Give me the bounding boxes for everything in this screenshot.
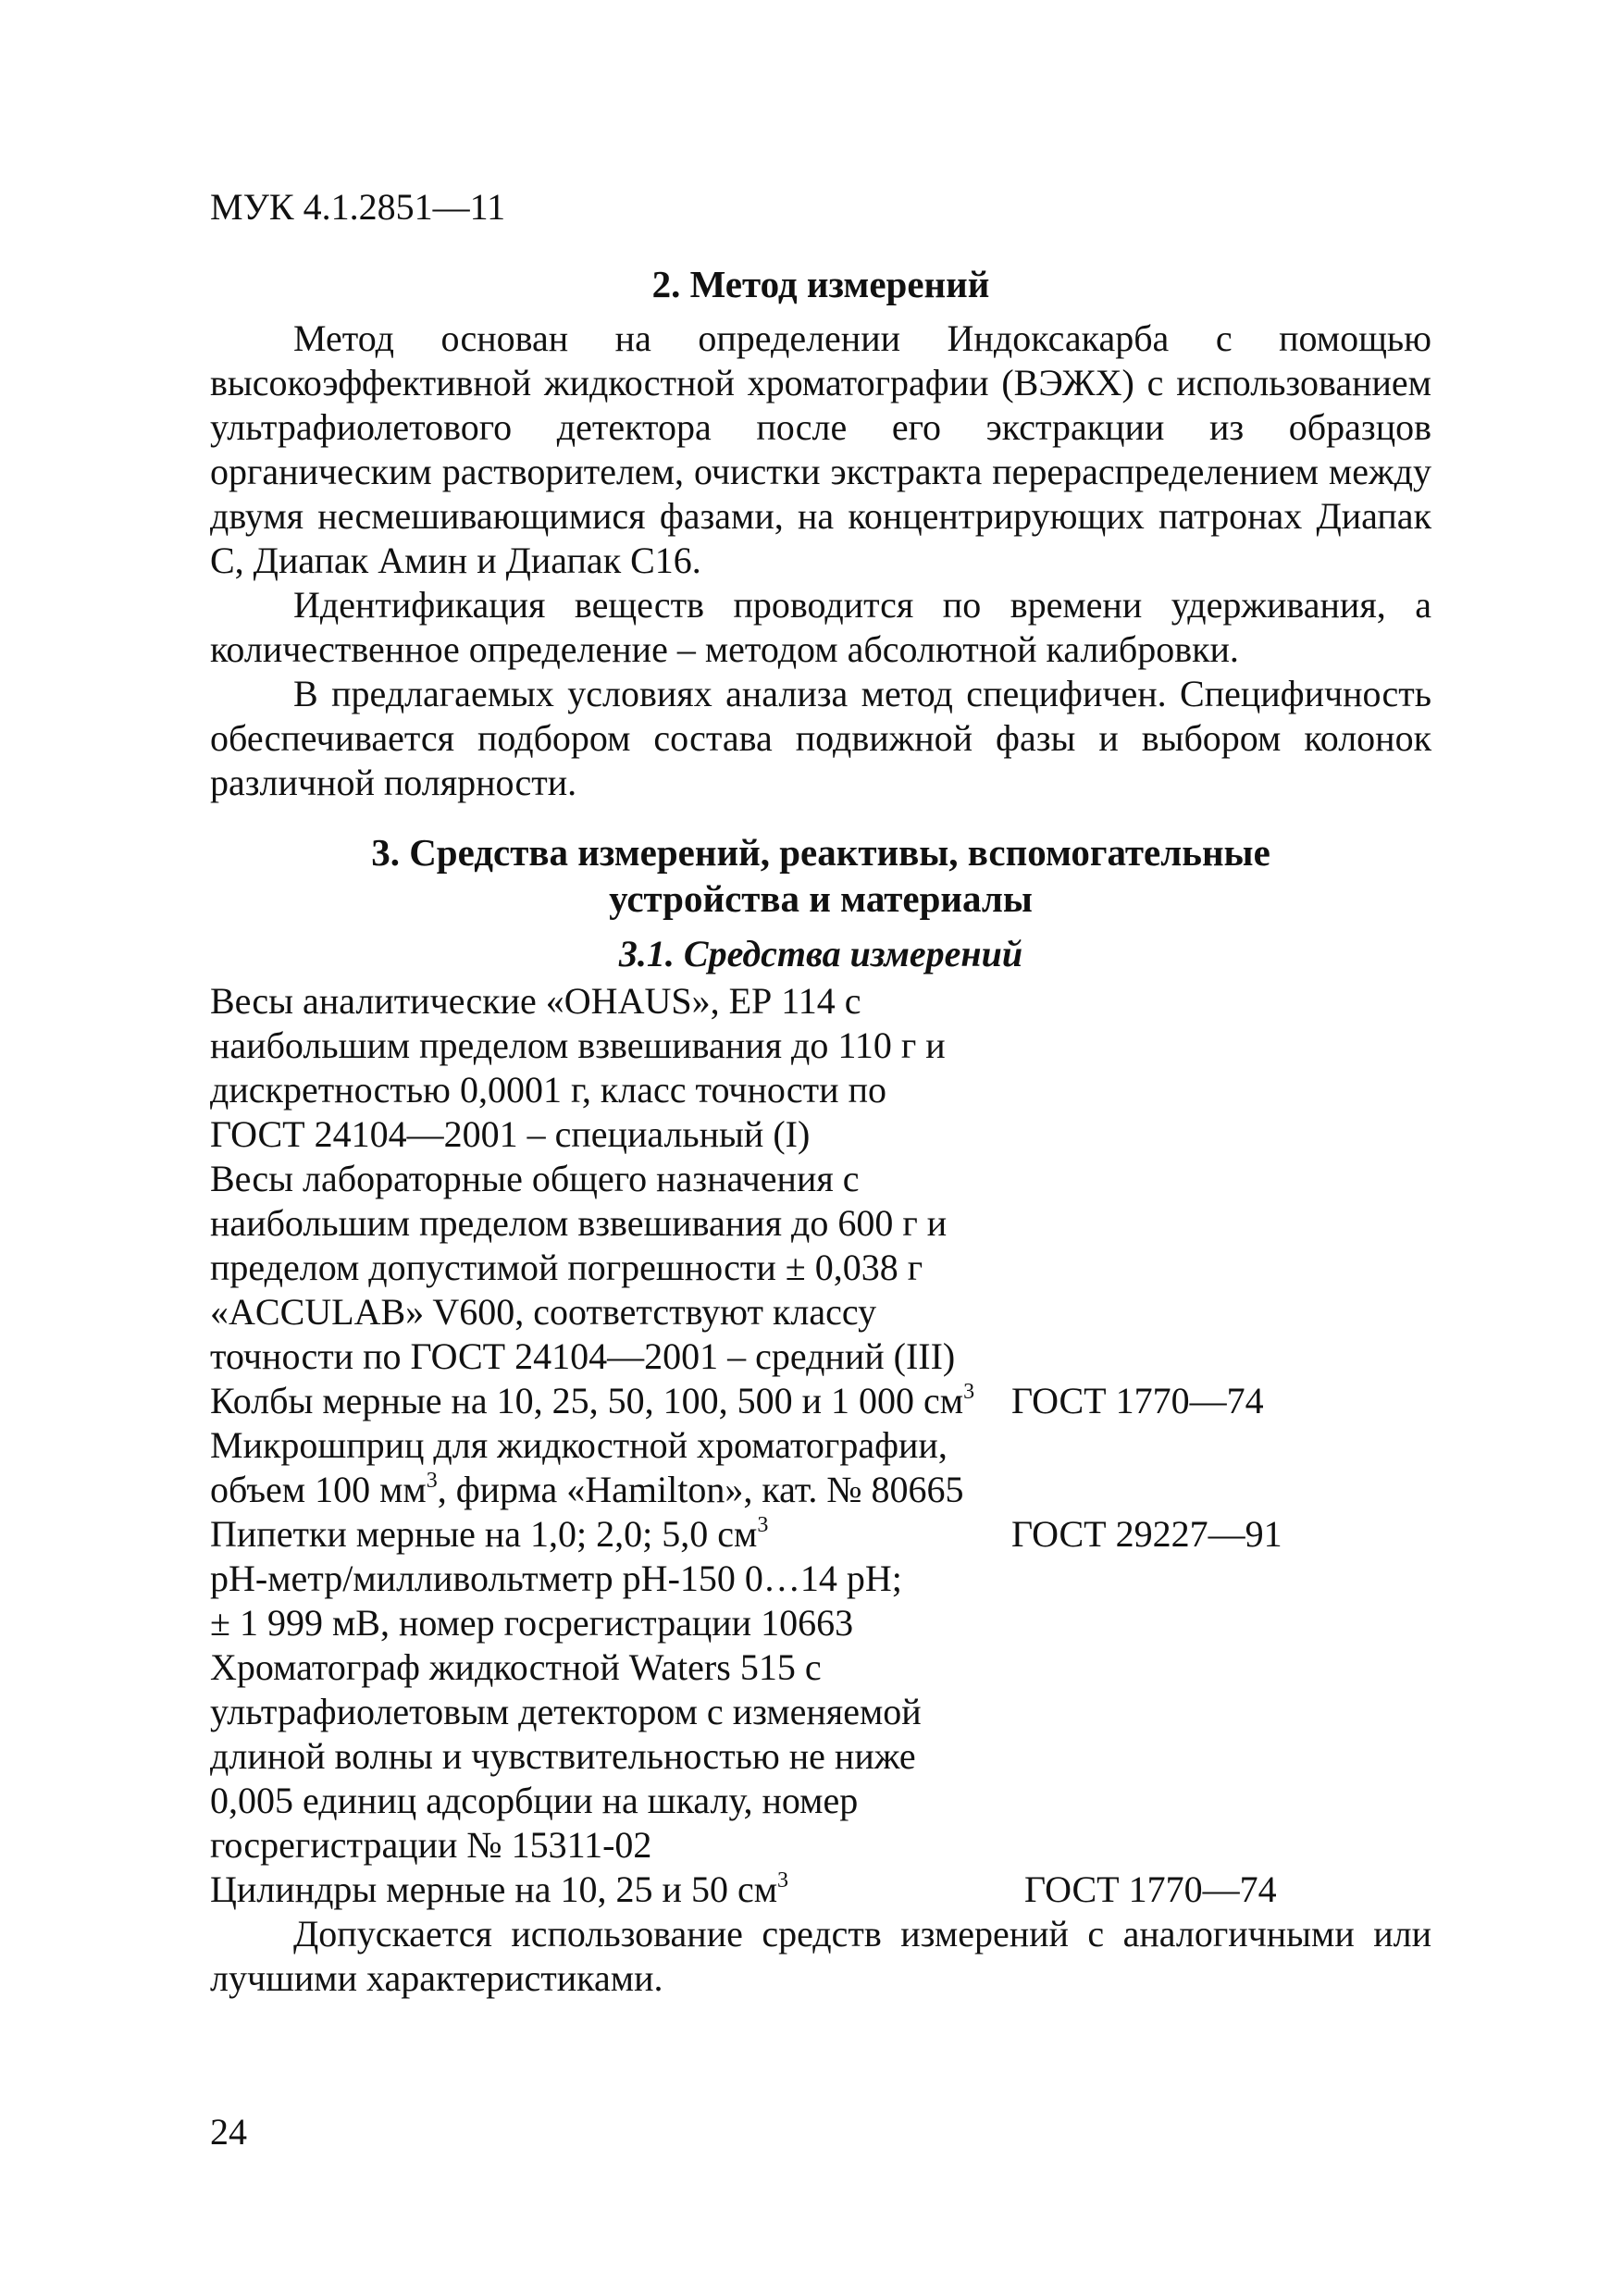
list-item: [210, 1557, 1431, 1645]
instrument-standard: [1006, 1157, 1431, 1379]
document-code: МУК 4.1.2851—11: [210, 186, 506, 228]
list-item: [210, 1645, 1431, 1868]
list-item: [210, 1512, 1431, 1557]
superscript: 3: [777, 1868, 789, 1893]
page-number: 24: [210, 2111, 247, 2153]
instrument-name: Пипетки мерные на 1,0; 2,0; 5,0 $см^3$: [210, 1513, 769, 1555]
list-item: [210, 1157, 1431, 1379]
instrument-name: рН-метр/милливольтметр рН-150 0…14 рН; ± 1 999 мВ, номер госрегистрации 10663: [210, 1558, 902, 1644]
superscript: 3: [963, 1380, 975, 1404]
section-3-title-line-2: устройства и материалы: [609, 877, 1033, 920]
instrument-name: Весы аналитические «OHAUS», ЕР 114 с наибольшим пределом взвешивания до 110 г и дискретностью 0,0001 г, класс точности по ГОСТ 24104—2001 – специальный (I): [210, 980, 946, 1155]
list-item: [210, 1423, 1431, 1512]
instrument-standard: ГОСТ 29227—91: [1011, 1513, 1282, 1555]
instrument-standard: [1006, 1557, 1431, 1645]
section-2-paragraph-2: Идентификация веществ проводится по времени удерживания, а количественное определение – методом абсолютной калибровки.: [210, 584, 1431, 670]
measurement-instruments-list: [210, 979, 1431, 1912]
instrument-name: Цилиндры мерные на 10, 25 и 50 $см^3$: [210, 1868, 789, 1910]
instruments-note: Допускается использование средств измерений с аналогичными или лучшими характеристиками.: [210, 1913, 1431, 1999]
subsection-3-1-title: 3.1. Средства измерений: [618, 933, 1023, 974]
instrument-name: Микрошприц для жидкостной хроматографии, объем 100 $мм^3$, фирма «Hamilton», кат. № 80665: [210, 1424, 964, 1510]
instrument-standard: ГОСТ 1770—74: [1011, 1380, 1264, 1421]
section-3-title: [210, 829, 1431, 922]
section-2-paragraph-3: В предлагаемых условиях анализа метод специфичен. Специфичность обеспечивается подбором состава подвижной фазы и выбором колонок различной полярности.: [210, 673, 1431, 803]
document-page: [210, 185, 1431, 2001]
instrument-standard: [1006, 1645, 1431, 1868]
superscript: 3: [426, 1469, 438, 1493]
list-item: [210, 1868, 1431, 1912]
instrument-standard: ГОСТ 1770—74: [1024, 1868, 1277, 1910]
list-item: [210, 1379, 1431, 1423]
list-item: [210, 979, 1431, 1157]
instrument-name: Весы лабораторные общего назначения с наибольшим пределом взвешивания до 600 г и пределом допустимой погрешности ± 0,038 г «ACCULAB» V600, соответствуют классу точности по ГОСТ 24104—2001 – средний (III): [210, 1158, 956, 1377]
instrument-standard: [1006, 979, 1431, 1157]
instrument-name: Колбы мерные на 10, 25, 50, 100, 500 и 1 000 $см^3$: [210, 1380, 975, 1421]
section-3-title-line-1: 3. Средства измерений, реактивы, вспомогательные: [371, 831, 1270, 874]
superscript: 3: [757, 1513, 769, 1537]
instrument-standard: [1006, 1423, 1431, 1512]
instrument-name: Хроматограф жидкостной Waters 515 с ультрафиолетовым детектором с изменяемой длиной волны и чувствительностью не ниже 0,005 единиц адсорбции на шкалу, номер госрегистрации № 15311-02: [210, 1646, 922, 1866]
section-2-paragraph-1: Метод основан на определении Индоксакарба с помощью высокоэффективной жидкостной хроматографии (ВЭЖХ) с использованием ультрафиолетового детектора после его экстракции из образцов органическим растворителем, очистки экстракта перераспределением между двумя несмешивающимися фазами, на концентрирующих патронах Диапак С, Диапак Амин и Диапак С16.: [210, 317, 1431, 581]
section-2-title: 2. Метод измерений: [651, 263, 990, 305]
